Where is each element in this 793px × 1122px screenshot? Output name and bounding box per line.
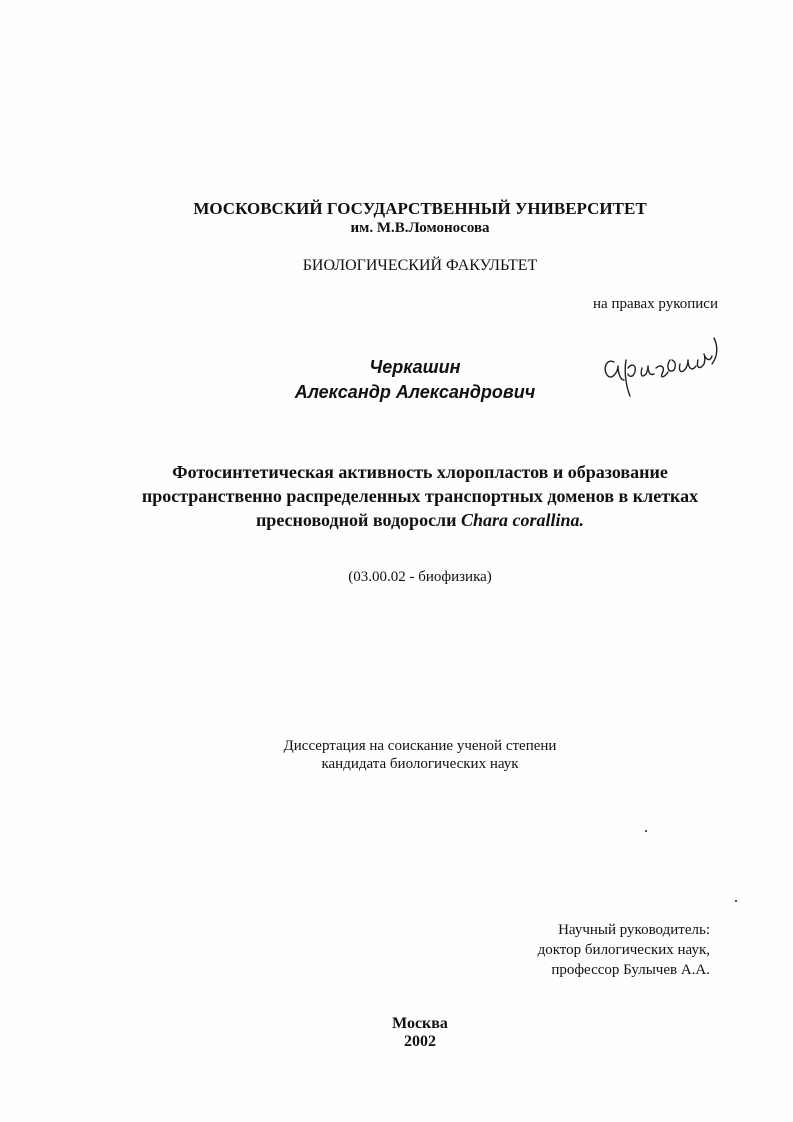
dissertation-line-2: кандидата биологических наук bbox=[321, 756, 519, 772]
title-line-1: Фотосинтетическая активность хлоропластов и образование bbox=[172, 462, 668, 482]
title-line-3-text: пресноводной водоросли bbox=[255, 510, 462, 530]
handwritten-signature bbox=[596, 320, 726, 400]
title-line-3 bbox=[60, 510, 780, 531]
species-name: Chara corallina. bbox=[461, 510, 585, 530]
author-given-names: Александр Александрович bbox=[294, 382, 536, 402]
author-surname: Черкашин bbox=[369, 357, 461, 377]
supervisor-label: Научный руководитель: bbox=[558, 922, 710, 938]
year: 2002 bbox=[404, 1033, 436, 1050]
title-line-2: пространственно распределенных транспортных доменов в клетках bbox=[141, 486, 699, 506]
faculty-name: БИОЛОГИЧЕСКИЙ ФАКУЛЬТЕТ bbox=[302, 257, 538, 274]
supervisor-name: профессор Булычев А.А. bbox=[551, 962, 710, 978]
scan-speck bbox=[735, 900, 737, 902]
specialty-code: (03.00.02 - биофизика) bbox=[348, 569, 492, 585]
manuscript-note: на правах рукописи bbox=[593, 296, 718, 312]
supervisor-degree: доктор билогических наук, bbox=[537, 942, 710, 958]
dissertation-line-1: Диссертация на соискание ученой степени bbox=[283, 738, 557, 754]
university-name: МОСКОВСКИЙ ГОСУДАРСТВЕННЫЙ УНИВЕРСИТЕТ bbox=[193, 199, 647, 218]
university-named-after: им. М.В.Ломоносова bbox=[350, 220, 490, 236]
scan-speck bbox=[645, 830, 647, 832]
city: Москва bbox=[392, 1015, 448, 1032]
